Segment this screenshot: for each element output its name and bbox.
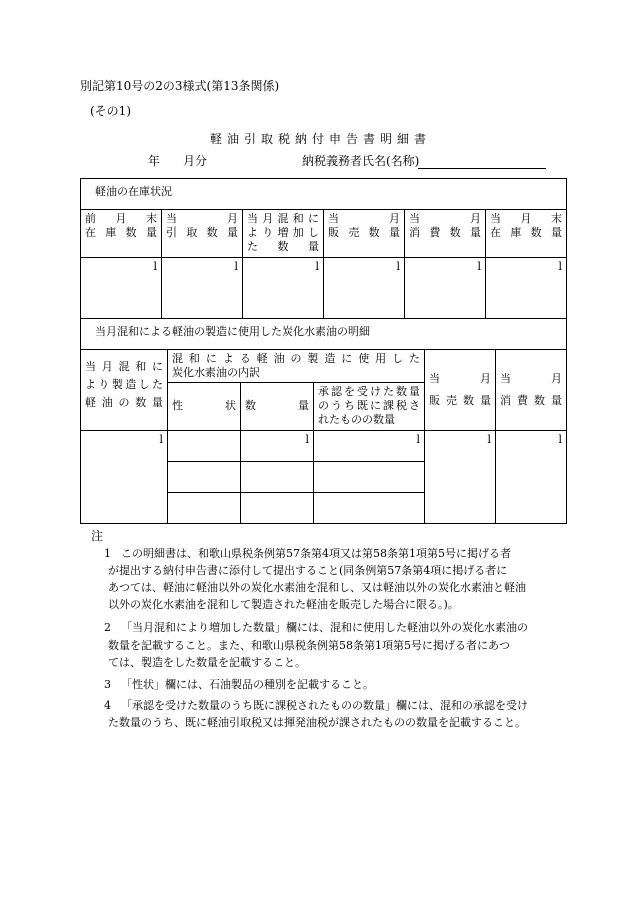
quantity-cell-3[interactable]	[241, 493, 314, 524]
header-prev-month-stock: 前 月 末 在 庫 数 量	[81, 210, 162, 258]
note-line: あつては、軽油に軽油以外の炭化水素油を混和し、又は軽油以外の炭化水素油と軽油	[108, 581, 526, 594]
approved-taxed-cell-2[interactable]	[314, 462, 425, 493]
month-end-stock-cell[interactable]: l	[486, 258, 567, 319]
note-line: 「承認を受けた数量のうち既に課税されたものの数量」欄には、混和の承認を受け	[121, 699, 528, 712]
header-month-sales: 当 月 販 売 数 量	[324, 210, 405, 258]
property-cell-3[interactable]	[168, 493, 241, 524]
note-line: 数量を記載すること。また、和歌山県税条例第58条第1項第5号に掲げる者にあつ	[108, 639, 510, 652]
header-month-consumption: 当 月 消 費 数 量	[405, 210, 486, 258]
quantity-cell-2[interactable]	[241, 462, 314, 493]
approved-taxed-cell-1[interactable]: l	[314, 431, 425, 462]
header-month-sales-2: 当 月 販売数量	[425, 350, 496, 431]
mixing-section-title: 当月混和による軽油の製造に使用した炭化水素油の明細	[81, 319, 567, 350]
note-line: ては、製造をした数量を記載すること。	[108, 656, 306, 669]
mixing-table	[80, 318, 567, 524]
note-number: 1	[104, 547, 111, 560]
header-month-received: 当 月 引 取 数 量	[162, 210, 243, 258]
inventory-header-row	[81, 210, 567, 258]
header-mixing-increase: 当月混和に より増加し た 数 量	[243, 210, 324, 258]
note-line: 「性状」欄には、石油製品の種別を記載すること。	[121, 678, 374, 691]
note-number: 4	[104, 699, 111, 712]
inventory-value-row	[81, 258, 567, 319]
header-quantity: 数 量	[241, 383, 314, 431]
note-line: 以外の炭化水素油を混和して製造された軽油を販売した場合に限る。)。	[108, 598, 459, 611]
prev-month-stock-cell[interactable]: l	[81, 258, 162, 319]
note-line: 「当月混和により増加した数量」欄には、混和に使用した軽油以外の炭化水素油の	[121, 621, 528, 634]
month-received-cell[interactable]: l	[162, 258, 243, 319]
quantity-cell-1[interactable]: l	[241, 431, 314, 462]
page-title: 軽油引取税納付申告書明細書	[210, 132, 432, 146]
property-cell-2[interactable]	[168, 462, 241, 493]
part-label: (その1)	[90, 104, 131, 118]
header-mixed-produced: 当月混和に より製造した 軽油の数量	[81, 350, 168, 431]
note-line: この明細書は、和歌山県税条例第57条第4項又は第58条第1項第5号に掲げる者	[121, 547, 511, 560]
header-month-end-stock: 当 月 末 在 庫 数 量	[486, 210, 567, 258]
inventory-section-title: 軽油の在庫状況	[81, 179, 567, 210]
mixing-increase-cell[interactable]: l	[243, 258, 324, 319]
mixing-row-1	[81, 431, 567, 462]
mixed-produced-cell[interactable]: l	[81, 431, 168, 524]
month-sales-cell[interactable]: l	[324, 258, 405, 319]
month-sales-cell-2[interactable]: l	[425, 431, 496, 524]
taxpayer-label: 納税義務者氏名(名称)	[302, 154, 420, 168]
header-approved-taxed: 承認を受けた数量 のうち既に課税さ れたものの数量	[314, 383, 425, 431]
taxpayer-name-line	[418, 168, 546, 169]
header-hydrocarbon-breakdown: 混和による軽油の製造に使用した 炭化水素油の内訳	[168, 350, 425, 383]
note-number: 2	[104, 621, 111, 634]
inventory-table	[80, 178, 567, 319]
note-line: が提出する納付申告書に添付して提出すること(同条例第57条第4項に掲げる者に	[108, 564, 508, 577]
note-line: た数量のうち、既に軽油引取税又は揮発油税が課されたものの数量を記載すること。	[108, 716, 526, 729]
year-label: 年	[148, 154, 161, 168]
month-consumption-cell-2[interactable]: l	[496, 431, 567, 524]
approved-taxed-cell-3[interactable]	[314, 493, 425, 524]
month-consumption-cell[interactable]: l	[405, 258, 486, 319]
property-cell-1[interactable]	[168, 431, 241, 462]
header-month-consumption-2: 当 月 消費数量	[496, 350, 567, 431]
header-property: 性 状	[168, 383, 241, 431]
note-number: 3	[104, 678, 111, 691]
form-label: 別記第10号の2の3様式(第13条関係)	[80, 79, 280, 93]
notes-heading: 注	[91, 529, 104, 543]
month-label: 月分	[183, 154, 208, 168]
